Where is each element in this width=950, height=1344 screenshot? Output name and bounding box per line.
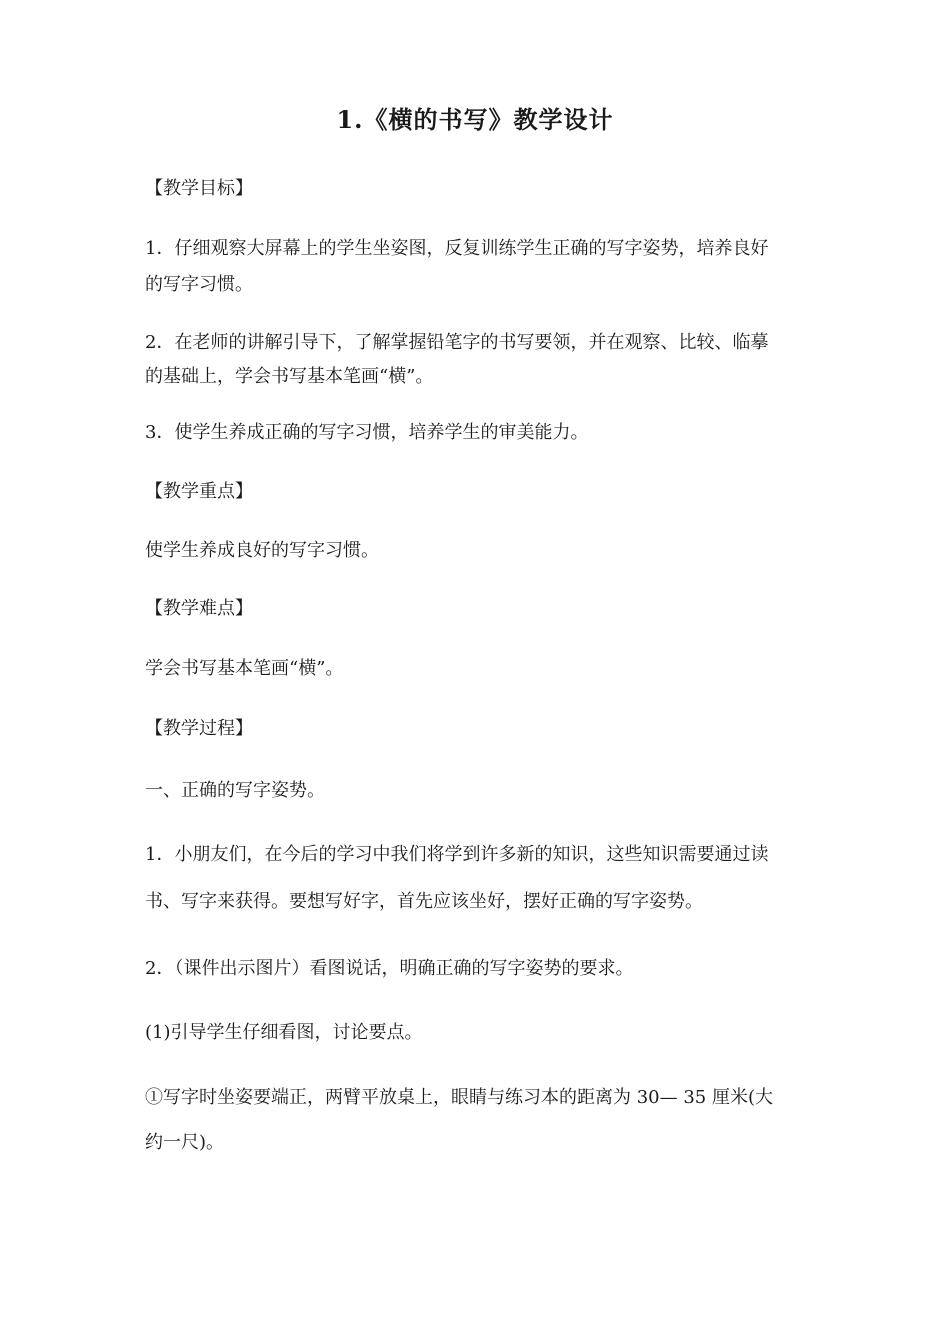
- goal-2-line-2: 的基础上，学会书写基本笔画“横”。: [145, 366, 434, 387]
- point-1-line-1: ①写字时坐姿要端正，两臂平放桌上，眼睛与练习本的距离为 30— 35 厘米(大: [145, 1087, 773, 1108]
- goal-3: 3．使学生养成正确的写字习惯，培养学生的审美能力。: [145, 422, 589, 443]
- difficult-heading: 【教学难点】: [145, 598, 253, 619]
- step-2: 2．（课件出示图片）看图说话，明确正确的写字姿势的要求。: [145, 958, 634, 979]
- point-1-line-2: 约一尺)。: [145, 1132, 225, 1153]
- goal-2-line-1: 2．在老师的讲解引导下，了解掌握铅笔字的书写要领，并在观察、比较、临摹: [145, 332, 769, 353]
- goal-1-line-1: 1．仔细观察大屏幕上的学生坐姿图，反复训练学生正确的写字姿势，培养良好: [145, 238, 769, 259]
- step-1-line-1: 1．小朋友们，在今后的学习中我们将学到许多新的知识，这些知识需要通过读: [145, 844, 769, 865]
- goal-1-line-2: 的写字习惯。: [145, 274, 253, 295]
- step-1-line-2: 书、写字来获得。要想写好字，首先应该坐好，摆好正确的写字姿势。: [145, 891, 703, 912]
- process-heading: 【教学过程】: [145, 718, 253, 739]
- sub-step-1: (1)引导学生仔细看图，讨论要点。: [145, 1022, 423, 1043]
- key-heading: 【教学重点】: [145, 481, 253, 502]
- section-1-heading: 一、正确的写字姿势。: [145, 780, 325, 801]
- difficult-text: 学会书写基本笔画“横”。: [145, 658, 344, 679]
- document-title: 1.《横的书写》教学设计: [336, 105, 614, 134]
- goals-heading: 【教学目标】: [145, 178, 253, 199]
- key-text: 使学生养成良好的写字习惯。: [145, 540, 379, 561]
